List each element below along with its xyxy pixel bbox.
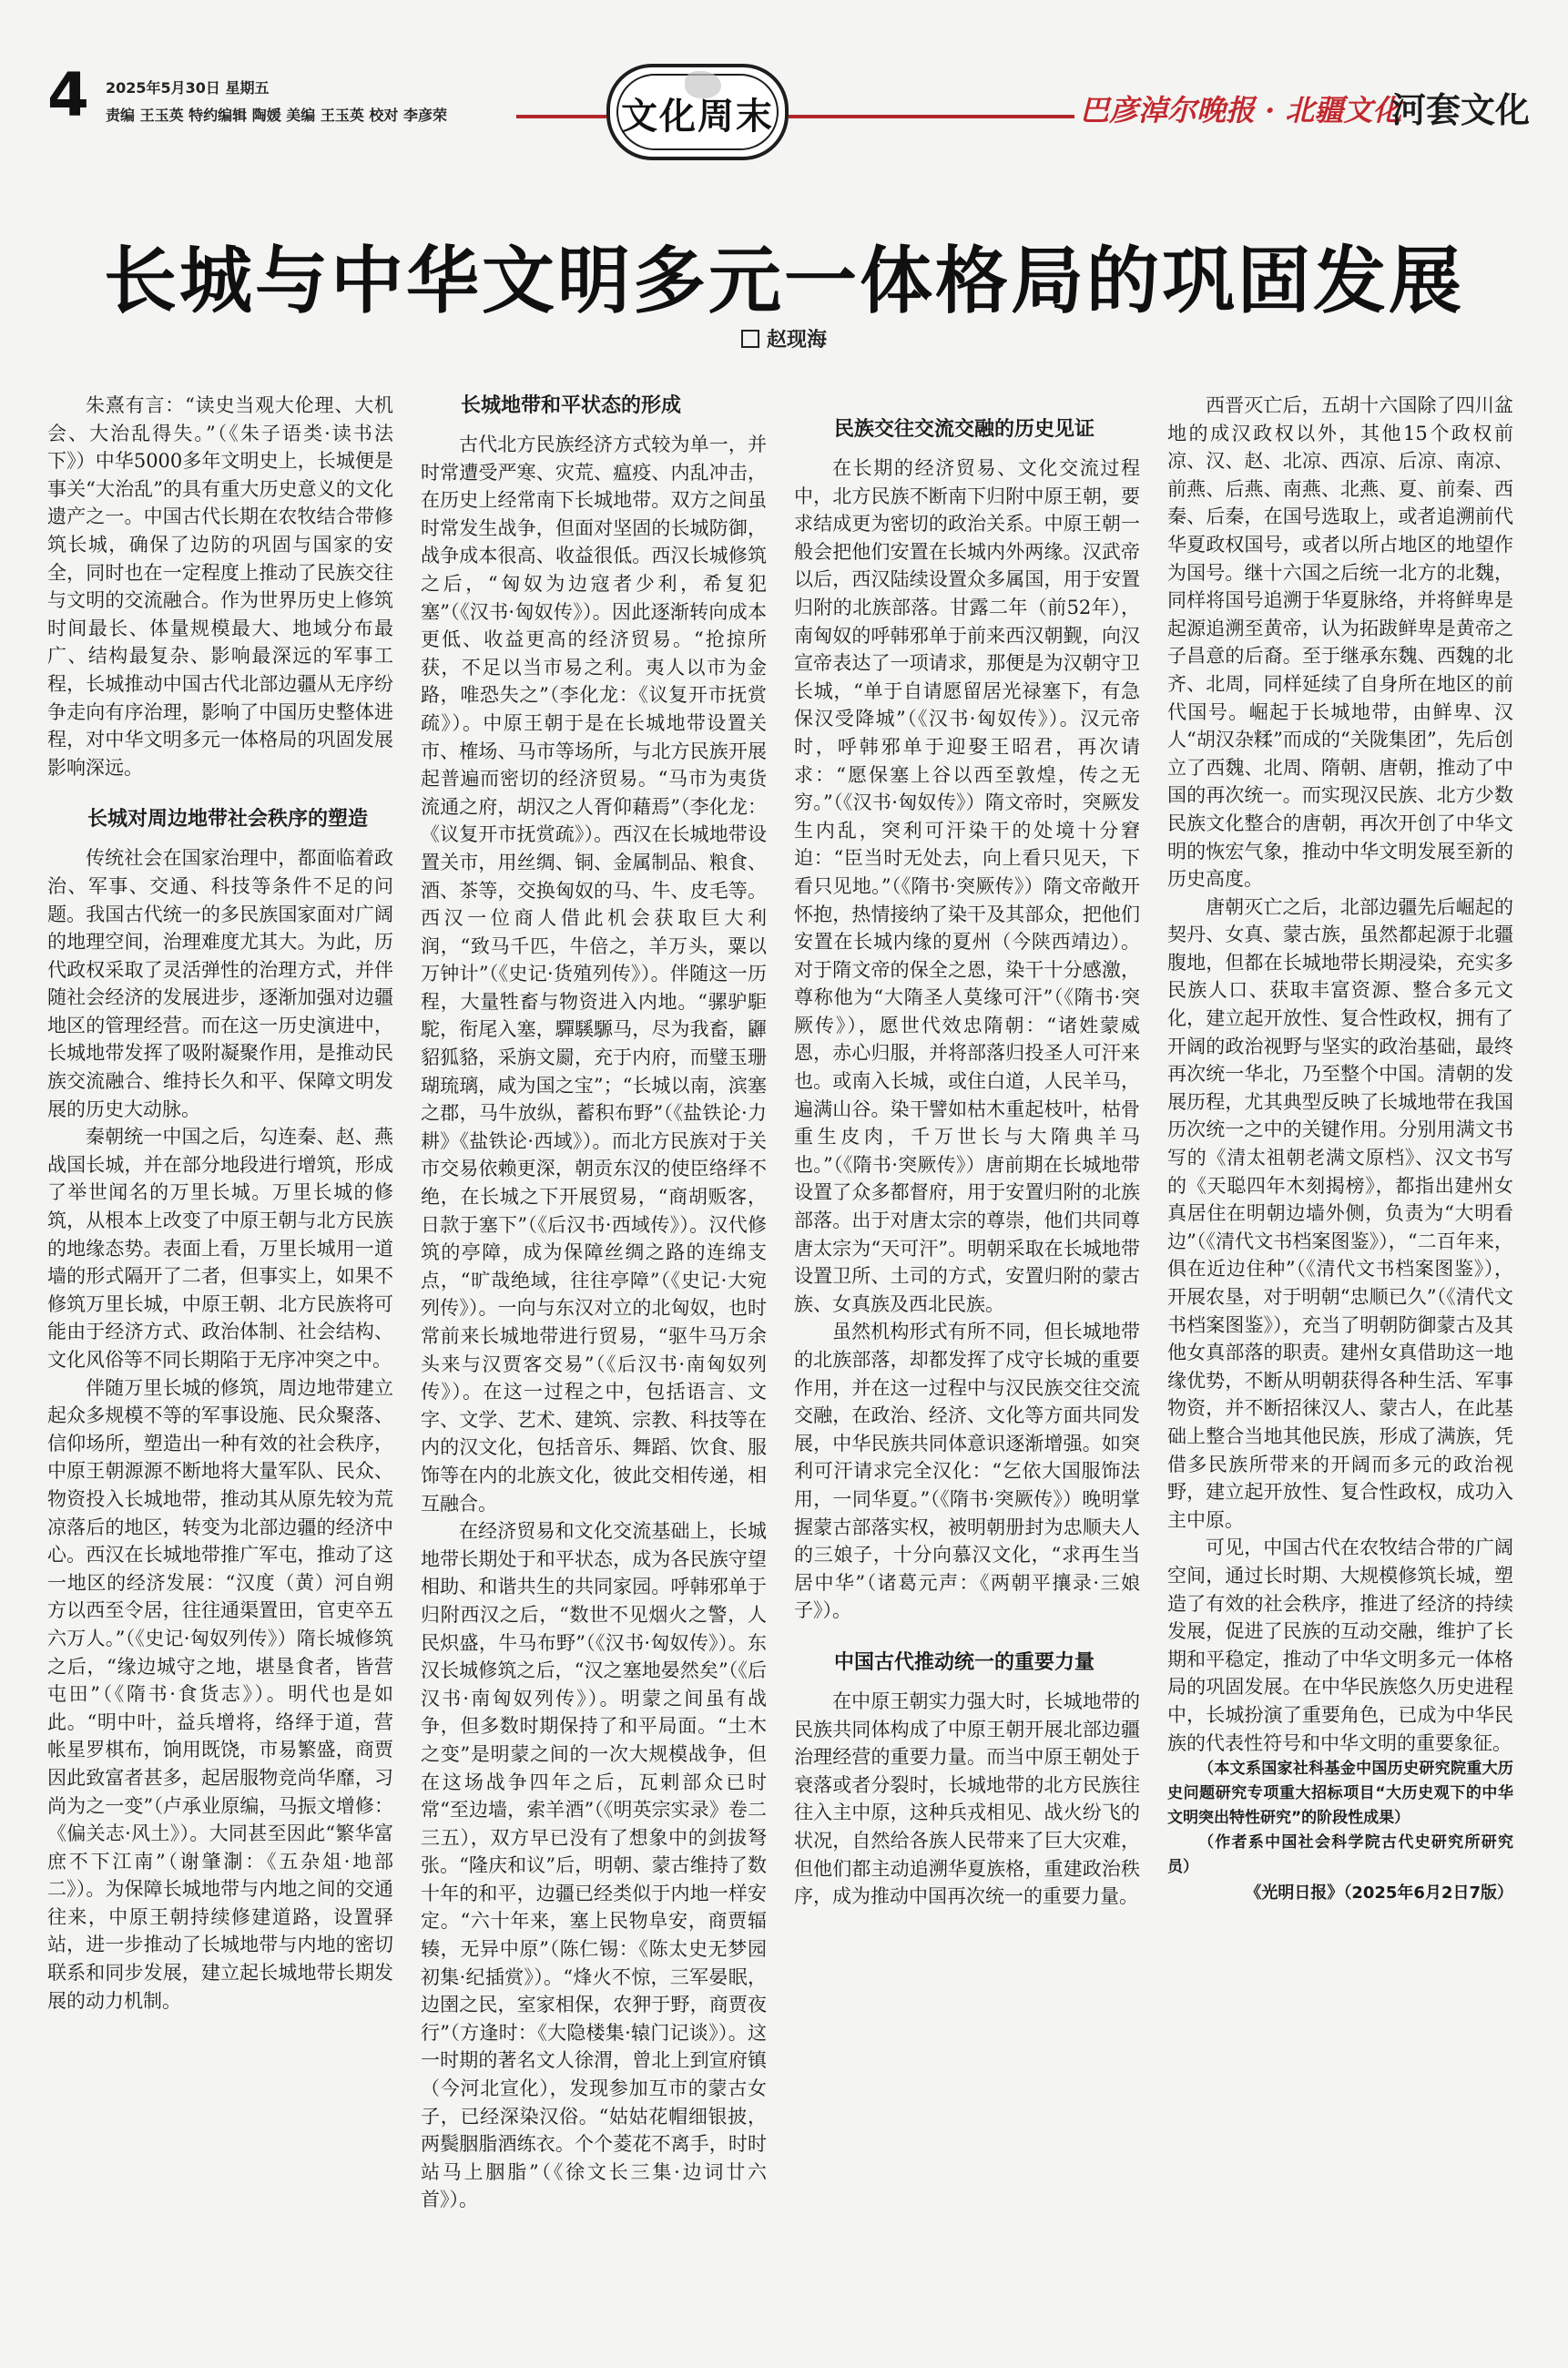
column-brand: 河套文化 [1391,89,1531,130]
issue-date: 2025年5月30日 星期五 [106,79,270,97]
author-line [0,324,1568,352]
paragraph: 秦朝统一中国之后，勾连秦、赵、燕战国长城，并在部分地段进行增筑，形成了举世闻名的万里长城。万里长城的修筑，从根本上改变了中原王朝与北方民族的地缘态势。表面上看，万里长城用一道墙的形式隔开了二者，但事实上，如果不修筑万里长城，中原王朝、北方民族将可能由于经济方式、政治体制、社会结构、文化风俗等不同长期陷于无序冲突之中。 [47,1126,393,1371]
section-heading: 中国古代推动统一的重要力量 [834,1650,1095,1674]
author-marker-icon [741,330,759,348]
editor-credits: 责编 王玉英 特约编辑 陶媛 美编 王玉英 校对 李彦荣 [106,107,447,124]
author-affiliation: （作者系中国社会科学院古代史研究所研究员） [1167,1833,1513,1877]
paragraph: 可见，中国古代在农牧结合带的广阔空间，通过长时期、大规模修筑长城，塑造了有效的社会秩序，推进了经济的持续发展，促进了民族的互动交融，维护了长期和平稳定，推动了中华文明多元一体格局的巩固发展。在中华民族悠久历史进程中，长城扮演了重要角色，已成为中华民族的代表性符号和中华文明的重要象征。 [1167,1536,1513,1754]
funding-note: （本文系国家社科基金中国历史研究院重大历史问题研究专项重大招标项目“大历史观下的中华文明突出特性研究”的阶段性成果） [1167,1760,1513,1828]
section-title: 文化周末 [621,95,774,138]
column-1 [47,392,393,2015]
column-2 [421,392,767,2214]
paragraph: 唐朝灭亡之后，北部边疆先后崛起的契丹、女真、蒙古族，虽然都起源于北疆腹地，但都在长城地带长期浸染，充实多民族人口、获取丰富资源、整合多元文化，建立起开放性、复合性政权，拥有了开阔的政治视野与坚实的政治基础，最终再次统一华北，乃至整个中国。清朝的发展历程，尤其典型反映了长城地带在我国历次统一之中的关键作用。分别用满文书写的《清太祖朝老满文原档》、汉文书写的《天聪四年木刻揭榜》，都指出建州女真居住在明朝边墙外侧，负责为“大明看边”（《清代文书档案图鉴》），“二百年来，俱在近边住种”（《清代文书档案图鉴》），开展农垦，对于明朝“忠顺已久”（《清代文书档案图鉴》），充当了明朝防御蒙古及其他女真部落的职责。建州女真借助这一地缘优势，不断从明朝获得各种生活、军事物资，并不断招徕汉人、蒙古人，在此基础上整合当地其他民族，形成了满族，凭借多民族所带来的开阔而多元的政治视野，建立起开放性、复合性政权，成功入主中原。 [1167,895,1513,1531]
paragraph: 在经济贸易和文化交流基础上，长城地带长期处于和平状态，成为各民族守望相助、和谐共生的共同家园。呼韩邪单于归附西汉之后，“数世不见烟火之警，人民炽盛，牛马布野”（《汉书·匈奴传》）。东汉长城修筑之后，“汉之塞地晏然矣”（《后汉书·南匈奴列传》）。明蒙之间虽有战争，但多数时期保持了和平局面。“土木之变”是明蒙之间的一次大规模战争，但在这场战争四年之后，瓦剌部众已时常“至边墙，索羊酒”（《明英宗实录》卷二三五），双方早已没有了想象中的剑拔弩张。“隆庆和议”后，明朝、蒙古维持了数十年的和平，边疆已经类似于内地一样安定。“六十年来，塞上民物阜安，商贾辐辏，无异中原”（陈仁锡：《陈太史无梦园初集·纪插赏》）。“烽火不惊，三军晏眠，边圉之民，室家相保，农狎于野，商贾夜行”（方逢时：《大隐楼集·辕门记谈》）。这一时期的著名文人徐渭，曾北上到宣府镇（今河北宣化），发现参加互市的蒙古女子，已经深染汉俗。“姑姑花帽细银披，两鬓胭脂酒练衣。个个菱花不离手，时时站马上胭脂”（《徐文长三集·边词廿六首》）。 [421,1520,767,2211]
column-3 [794,392,1140,1911]
header-rule-left [516,115,606,118]
section-heading: 长城地带和平状态的形成 [461,394,682,417]
newspaper-brand: 巴彦淖尔晚报 · 北疆文化 [1080,93,1402,128]
author-name: 赵现海 [766,329,827,352]
header-rule-right [789,115,1074,118]
section-heading: 民族交往交流交融的历史见证 [834,418,1095,441]
paragraph: 伴随万里长城的修筑，周边地带建立起众多规模不等的军事设施、民众聚落、信仰场所，塑造出一种有效的社会秩序，中原王朝源源不断地将大量军队、民众、物资投入长城地带，推动其从原先较为荒凉落后的地区，转变为北部边疆的经济中心。西汉在长城地带推广军屯，推动了这一地区的经济发展：“汉度（黄）河自朔方以西至令居，往往通渠置田，官吏卒五六万人。”（《史记·匈奴列传》）隋长城修筑之后，“缘边城守之地，堪垦食者，皆营屯田”（《隋书·食货志》）。明代也是如此。“明中叶，益兵增将，络绎于道，营帐星罗棋布，饷用既饶，市易繁盛，商贾因此致富者甚多，起居服物竞尚华靡，习尚为之一变”（卢承业原编，马振文增修：《偏关志·风土》）。大同甚至因此“繁华富庶不下江南”（谢肇淛：《五杂俎·地部二》）。为保障长城地带与内地之间的交通往来，中原王朝持续修建道路，设置驿站，进一步推动了长城地带与内地的密切联系和同步发展，建立起长城地带长期发展的动力机制。 [47,1376,393,2012]
page-header [47,60,1532,173]
section-heading: 长城对周边地带社会秩序的塑造 [87,808,369,832]
section-masthead [606,64,789,160]
paragraph: 在中原王朝实力强大时，长城地带的民族共同体构成了中原王朝开展北部边疆治理经营的重要力量。而当中原王朝处于衰落或者分裂时，长城地带的北方民族往往入主中原，这种兵戎相见、战火纷飞的状况，自然给各族人民带来了巨大灾难，但他们都主动追溯华夏族格，重建政治秩序，成为推动中国再次统一的重要力量。 [794,1689,1140,1908]
paragraph: 在长期的经济贸易、文化交流过程中，北方民族不断南下归附中原王朝，要求结成更为密切的政治关系。中原王朝一般会把他们安置在长城内外两缘。汉武帝以后，西汉陆续设置众多属国，用于安置归附的北族部落。甘露二年（前52年），南匈奴的呼韩邪单于前来西汉朝觐，向汉宣帝表达了一项请求，那便是为汉朝守卫长城，“单于自请愿留居光禄塞下，有急保汉受降城”（《汉书·匈奴传》）。汉元帝时，呼韩邪单于迎娶王昭君，再次请求：“愿保塞上谷以西至敦煌，传之无穷。”（《汉书·匈奴传》）隋文帝时，突厥发生内乱，突利可汗染干的处境十分窘迫：“臣当时无处去，向上看只见天，下看只见地。”（《隋书·突厥传》）隋文帝敞开怀抱，热情接纳了染干及其部众，把他们安置在长城内缘的夏州（今陕西靖边）。对于隋文帝的保全之恩，染干十分感激，尊称他为“大隋圣人莫缘可汗”（《隋书·突厥传》），愿世代效忠隋朝：“诸姓蒙威恩，赤心归服，并将部落归投圣人可汗来也。或南入长城，或住白道，人民羊马，遍满山谷。染干譬如枯木重起枝叶，枯骨重生皮肉，千万世长与大隋典羊马也。”（《隋书·突厥传》）唐前期在长城地带设置了众多都督府，用于安置归附的北族部落。出于对唐太宗的尊崇，他们共同尊唐太宗为“天可汗”。明朝采取在长城地带设置卫所、土司的方式，安置归附的蒙古族、女真族及西北民族。 [794,457,1140,1315]
article-title: 长城与中华文明多元一体格局的巩固发展 [104,238,1464,323]
paragraph: 西晋灭亡后，五胡十六国除了四川盆地的成汉政权以外，其他15个政权前凉、汉、赵、北凉、西凉、后凉、南凉、前燕、后燕、南燕、北燕、夏、前秦、西秦、后秦，在国号选取上，或者追溯前代华夏政权国号，或者以所占地区的地望作为国号。继十六国之后统一北方的北魏，同样将国号追溯于华夏脉络，并将鲜卑是起源追溯至黄帝，认为拓跋鲜卑是黄帝之子昌意的后裔。至于继承东魏、西魏的北齐、北周，同样延续了自身所在地区的前代国号。崛起于长城地带，由鲜卑、汉人“胡汉杂糅”而成的“关陇集团”，先后创立了西魏、北周、隋朝、唐朝，推动了中国的再次统一。而实现汉民族、北方少数民族文化整合的唐朝，再次开创了中华文明的恢宏气象，推动中华文明发展至新的历史高度。 [1167,394,1513,891]
paragraph: 古代北方民族经济方式较为单一，并时常遭受严寒、灾荒、瘟疫、内乱冲击，在历史上经常南下长城地带。双方之间虽时常发生战争，但面对坚固的长城防御，战争成本很高、收益很低。西汉长城修筑之后，“匈奴为边寇者少利，希复犯塞”（《汉书·匈奴传》）。因此逐渐转向成本更低、收益更高的经济贸易。“抢掠所获，不足以当市易之利。夷人以市为金路，唯恐失之”（李化龙：《议复开市抚赏疏》）。中原王朝于是在长城地带设置关市、榷场、马市等场所，与北方民族开展起普遍而密切的经济贸易。“马市为夷货流通之府，胡汉之人胥仰藉焉”（李化龙：《议复开市抚赏疏》）。西汉在长城地带设置关市，用丝绸、铜、金属制品、粮食、酒、茶等，交换匈奴的马、牛、皮毛等。西汉一位商人借此机会获取巨大利润，“致马千匹，牛倍之，羊万头，粟以万钟计”（《史记·货殖列传》）。伴随这一历程，大量牲畜与物资进入内地。“骡驴駏駝，衔尾入塞，驒騱騵马，尽为我畜，鼲貂狐貉，采旃文罽，充于内府，而璧玉珊瑚琉璃，咸为国之宝”；“长城以南，滨塞之郡，马牛放纵，蓄积布野”（《盐铁论·力耕》《盐铁论·西域》）。而北方民族对于关市交易依赖更深，朝贡东汉的使臣络绎不绝，在长城之下开展贸易，“商胡贩客，日款于塞下”（《后汉书·西域传》）。汉代修筑的亭障，成为保障丝绸之路的连绵支点，“旷哉绝域，往往亭障”（《史记·大宛列传》）。一向与东汉对立的北匈奴，也时常前来长城地带进行贸易，“驱牛马万余头来与汉贾客交易”（《后汉书·南匈奴列传》）。在这一过程之中，包括语言、文字、文学、艺术、建筑、宗教、科技等在内的汉文化，包括音乐、舞蹈、饮食、服饰等在内的北族文化，彼此交相传递，相互融合。 [421,434,767,1515]
page-number: 4 [47,60,89,130]
paragraph: 朱熹有言：“读史当观大伦理、大机会、大治乱得失。”（《朱子语类·读书法下》）中华5000多年文明史上，长城便是事关“大治乱”的具有重大历史意义的文化遗产之一。中国古代长期在农牧结合带修筑长城，确保了边防的巩固与国家的安全，同时也在一定程度上推动了民族交往与文明的交流融合。作为世界历史上修筑时间最长、体量规模最大、地域分布最广、结构最复杂、影响最深远的军事工程，长城推动中国古代北部边疆从无序纷争走向有序治理，影响了中国历史整体进程，对中华文明多元一体格局的巩固发展影响深远。 [47,394,393,779]
source-citation: 《光明日报》（2025年6月2日7版） [1245,1883,1513,1904]
paragraph: 虽然机构形式有所不同，但长城地带的北族部落，却都发挥了戍守长城的重要作用，并在这一过程中与汉民族交往交流交融，在政治、经济、文化等方面共同发展，中华民族共同体意识逐渐增强。如突利可汗请求完全汉化：“乞依大国服饰法用，一同华夏。”（《隋书·突厥传》）晚明掌握蒙古部落实权，被明朝册封为忠顺夫人的三娘子，十分向慕汉文化，“求再生当居中华”（诸葛元声：《两朝平攘录·三娘子》）。 [794,1321,1140,1622]
paragraph: 传统社会在国家治理中，都面临着政治、军事、交通、科技等条件不足的问题。我国古代统一的多民族国家面对广阔的地理空间，治理难度尤其大。为此，历代政权采取了灵活弹性的治理方式，并伴随社会经济的发展进步，逐渐加强对边疆地区的管理经营。而在这一历史演进中，长城地带发挥了吸附凝聚作用，是推动民族交流融合、维持长久和平、保障文明发展的历史大动脉。 [47,847,393,1120]
column-4 [1167,392,1513,1908]
